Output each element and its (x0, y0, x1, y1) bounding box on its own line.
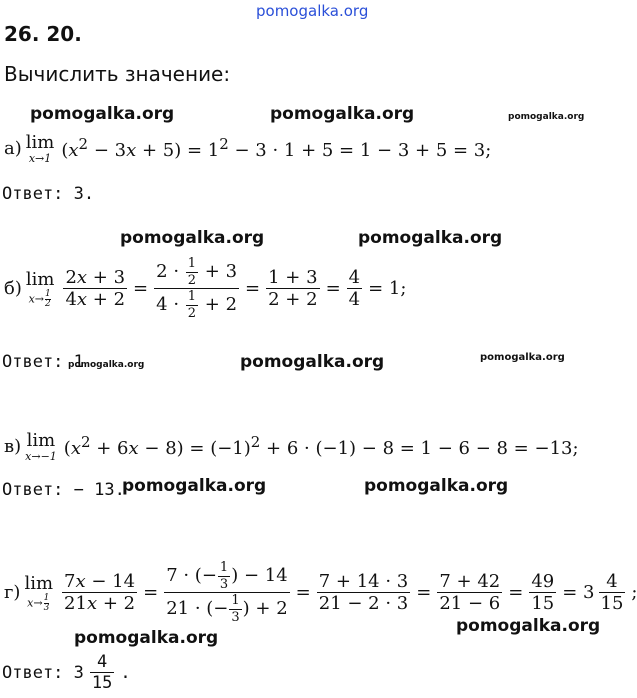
watermark: pomogalka.org (456, 616, 601, 636)
part-g-answer: Ответ: 3 $\frac{4}{15}$ . (2, 652, 131, 694)
watermark: pomogalka.org (480, 352, 565, 363)
part-b-answer: Ответ: 1 (2, 352, 84, 372)
part-g-label: г) (4, 582, 21, 604)
part-a-expression: а) lim x→1 $(x^2 - 3x + 5) = 1^2 - 3 \cdot 1 + 5 = 1 - 3 + 5 = 3$; (4, 132, 492, 165)
watermark: pomogalka.org (30, 104, 175, 124)
part-v-label: в) (4, 435, 22, 457)
part-v-answer: Ответ: − 13. (2, 480, 125, 500)
limit-symbol: lim x→1 (25, 132, 55, 165)
instruction-text: Вычислить значение: (4, 62, 231, 86)
watermark: pomogalka.org (122, 476, 267, 496)
part-a-label: а) (4, 137, 22, 159)
watermark: pomogalka.org (508, 112, 585, 122)
part-v-expression: в) lim x→−1 $(x^2 + 6x - 8) = (-1)^2 + 6 \cdot (-1) - 8 = 1 - 6 - 8 = -13$; (4, 430, 579, 463)
problem-number: 26. 20. (4, 22, 82, 46)
limit-symbol: lim x→ $\frac{1}{3}$ (24, 572, 54, 613)
watermark: pomogalka.org (270, 104, 415, 124)
limit-symbol: lim x→−1 (25, 430, 57, 463)
top-watermark: pomogalka.org (256, 2, 369, 20)
watermark: pomogalka.org (68, 360, 145, 370)
watermark: pomogalka.org (240, 352, 385, 372)
limit-symbol: lim x→ $\frac{1}{2}$ (25, 268, 55, 309)
watermark: pomogalka.org (120, 228, 265, 248)
watermark: pomogalka.org (74, 628, 219, 648)
part-a-answer: Ответ: 3. (2, 184, 95, 204)
part-g-expression: г) lim x→ $\frac{1}{3}$ $\frac{7x - 14}{21x + 2}$ = 7 · (− $\frac{1}{3}$ ) − 14 21 · (− $\frac{1}{3}$ ) + 2 = $\frac{7 + 14 \cdot 3}{21 - 2 \cdot 3}$ = $\frac{7 + 42}{21 - 6}$ = $\frac{49}{15}$ = 3 $\frac{4}{15}$ ; (4, 560, 637, 625)
part-b-label: б) (4, 278, 22, 300)
watermark: pomogalka.org (358, 228, 503, 248)
part-b-expression: б) lim x→ $\frac{1}{2}$ $\frac{2x + 3}{4x + 2}$ = 2 · $\frac{1}{2}$ + 3 4 · $\frac{1}{2}$ + 2 = $\frac{1 + 3}{2 + 2}$ = $\frac{4}{4}$ = 1; (4, 256, 407, 321)
watermark: pomogalka.org (364, 476, 509, 496)
